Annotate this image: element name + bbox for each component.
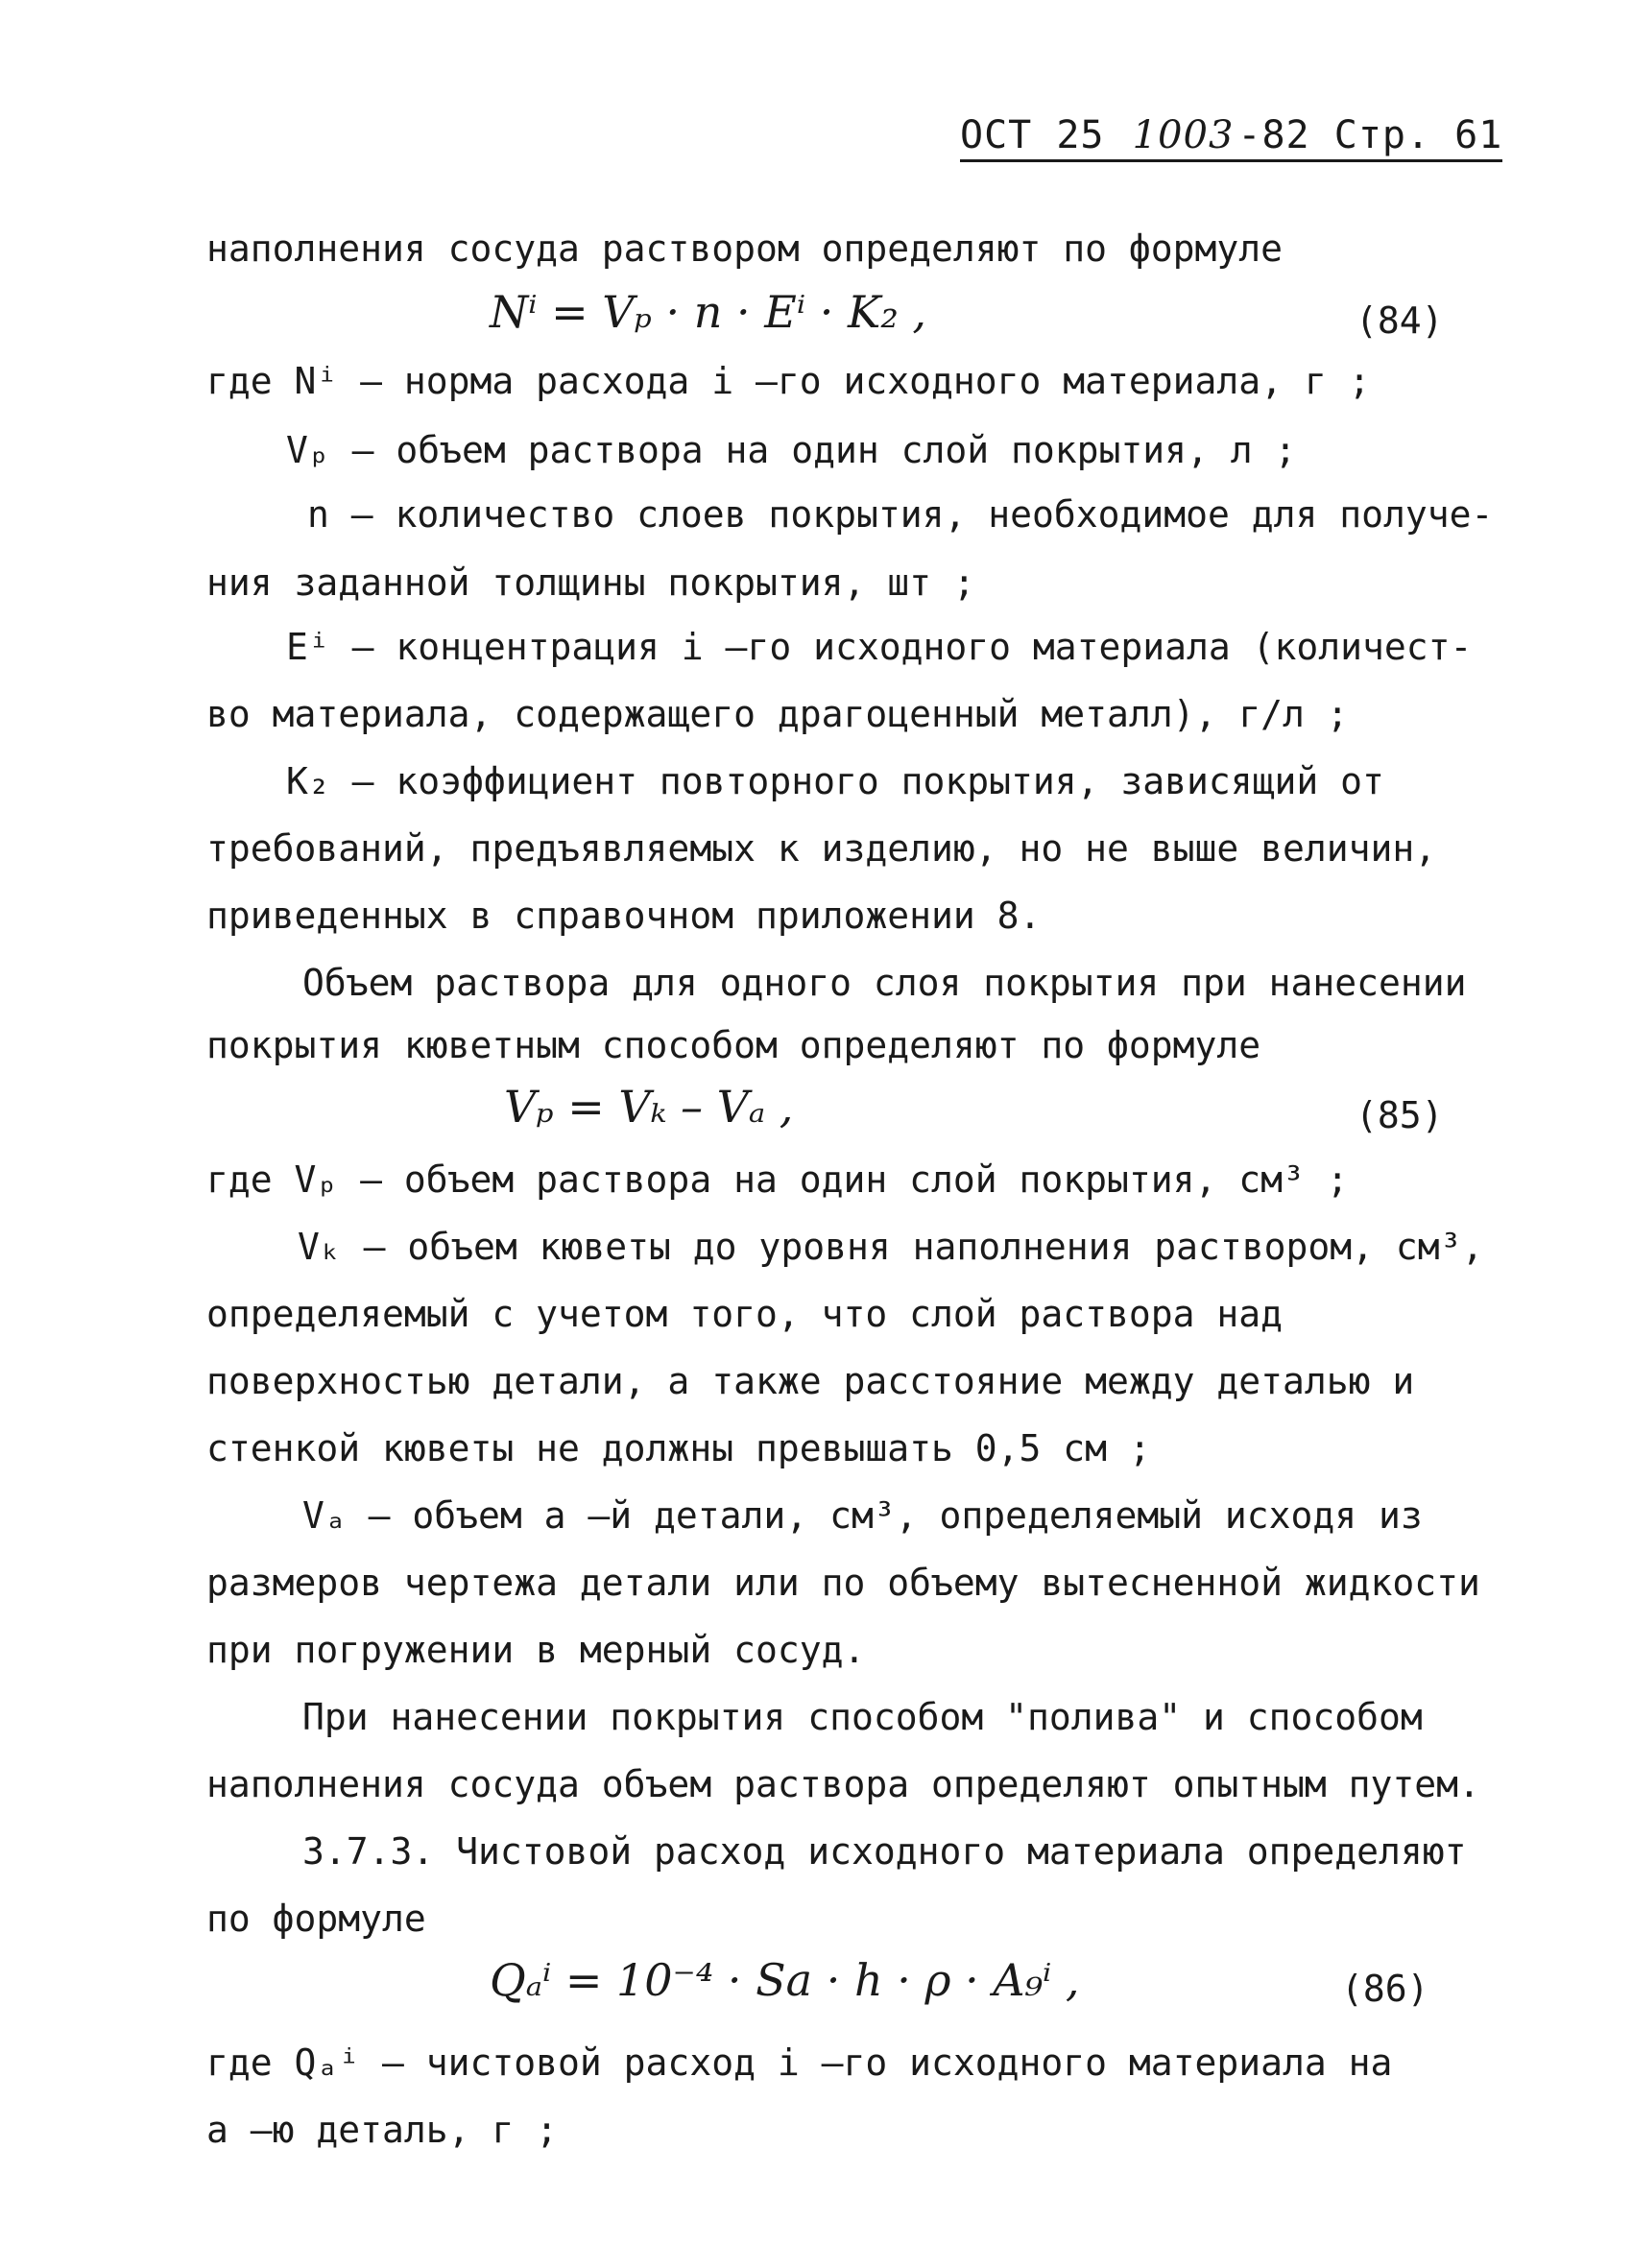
text-line: Eⁱ – концентрация i –го исходного материала (количест- [286, 626, 1473, 668]
text-line: приведенных в справочном приложении 8. [206, 895, 1042, 937]
formula-number-86: (86) [1341, 1968, 1429, 2010]
formula-86: Qₐⁱ = 10⁻⁴ · Sa · h · ρ · A₉ⁱ , [490, 1954, 1080, 2006]
standard-number: 1003 [1132, 113, 1235, 157]
text-line: a –ю деталь, г ; [206, 2109, 559, 2151]
text-line: при погружении в мерный сосуд. [206, 1629, 866, 1671]
text-line: определяемый с учетом того, что слой раствора над [206, 1293, 1284, 1335]
text-line: где Nⁱ – норма расхода i –го исходного материала, г ; [206, 360, 1371, 402]
formula-number-84: (84) [1356, 299, 1444, 342]
text-line: где Qₐⁱ – чистовой расход i –го исходного материала на [206, 2041, 1393, 2084]
text-line: наполнения сосуда раствором определяют по формуле [206, 227, 1284, 270]
text-line: стенкой кюветы не должны превышать 0,5 см ; [206, 1427, 1151, 1469]
text-line: наполнения сосуда объем раствора определяют опытным путем. [206, 1763, 1480, 1805]
text-line: Vₚ – объем раствора на один слой покрытия, л ; [286, 429, 1297, 471]
text-line: поверхностью детали, а также расстояние между деталью и [206, 1360, 1415, 1402]
text-line: по формуле [206, 1898, 426, 1940]
text-line: где Vₚ – объем раствора на один слой покрытия, см³ ; [206, 1158, 1349, 1201]
text-line: 3.7.3. Чистовой расход исходного материала определяют [302, 1830, 1467, 1873]
text-line: требований, предъявляемых к изделию, но не выше величин, [206, 827, 1437, 870]
text-line: Vₖ – объем кюветы до уровня наполнения раствором, см³, [298, 1226, 1484, 1268]
text-line: Объем раствора для одного слоя покрытия при нанесении [302, 962, 1467, 1004]
formula-85: Vₚ = Vₖ – Vₐ , [504, 1081, 794, 1133]
text-line: во материала, содержащего драгоценный металл), г/л ; [206, 693, 1349, 735]
text-line: покрытия кюветным способом определяют по формуле [206, 1024, 1261, 1066]
text-line: размеров чертежа детали или по объему вытесненной жидкости [206, 1562, 1480, 1604]
standard-year: -82 [1237, 113, 1310, 157]
standard-code [960, 113, 1502, 162]
formula-number-85: (85) [1356, 1094, 1444, 1136]
text-line: При нанесении покрытия способом "полива" и способом [302, 1696, 1423, 1738]
standard-prefix: ОСТ 25 [960, 113, 1105, 157]
text-line: ния заданной толщины покрытия, шт ; [206, 561, 975, 604]
page-number: Стр. 61 [1333, 113, 1503, 157]
text-line: Vₐ – объем a –й детали, см³, определяемый исходя из [302, 1494, 1423, 1537]
page-header [960, 113, 1502, 162]
text-line: n – количество слоев покрытия, необходимое для получе- [307, 493, 1494, 536]
text-line: K₂ – коэффициент повторного покрытия, зависящий от [286, 760, 1384, 802]
formula-84: Nⁱ = Vₚ · n · Eⁱ · K₂ , [490, 286, 927, 338]
